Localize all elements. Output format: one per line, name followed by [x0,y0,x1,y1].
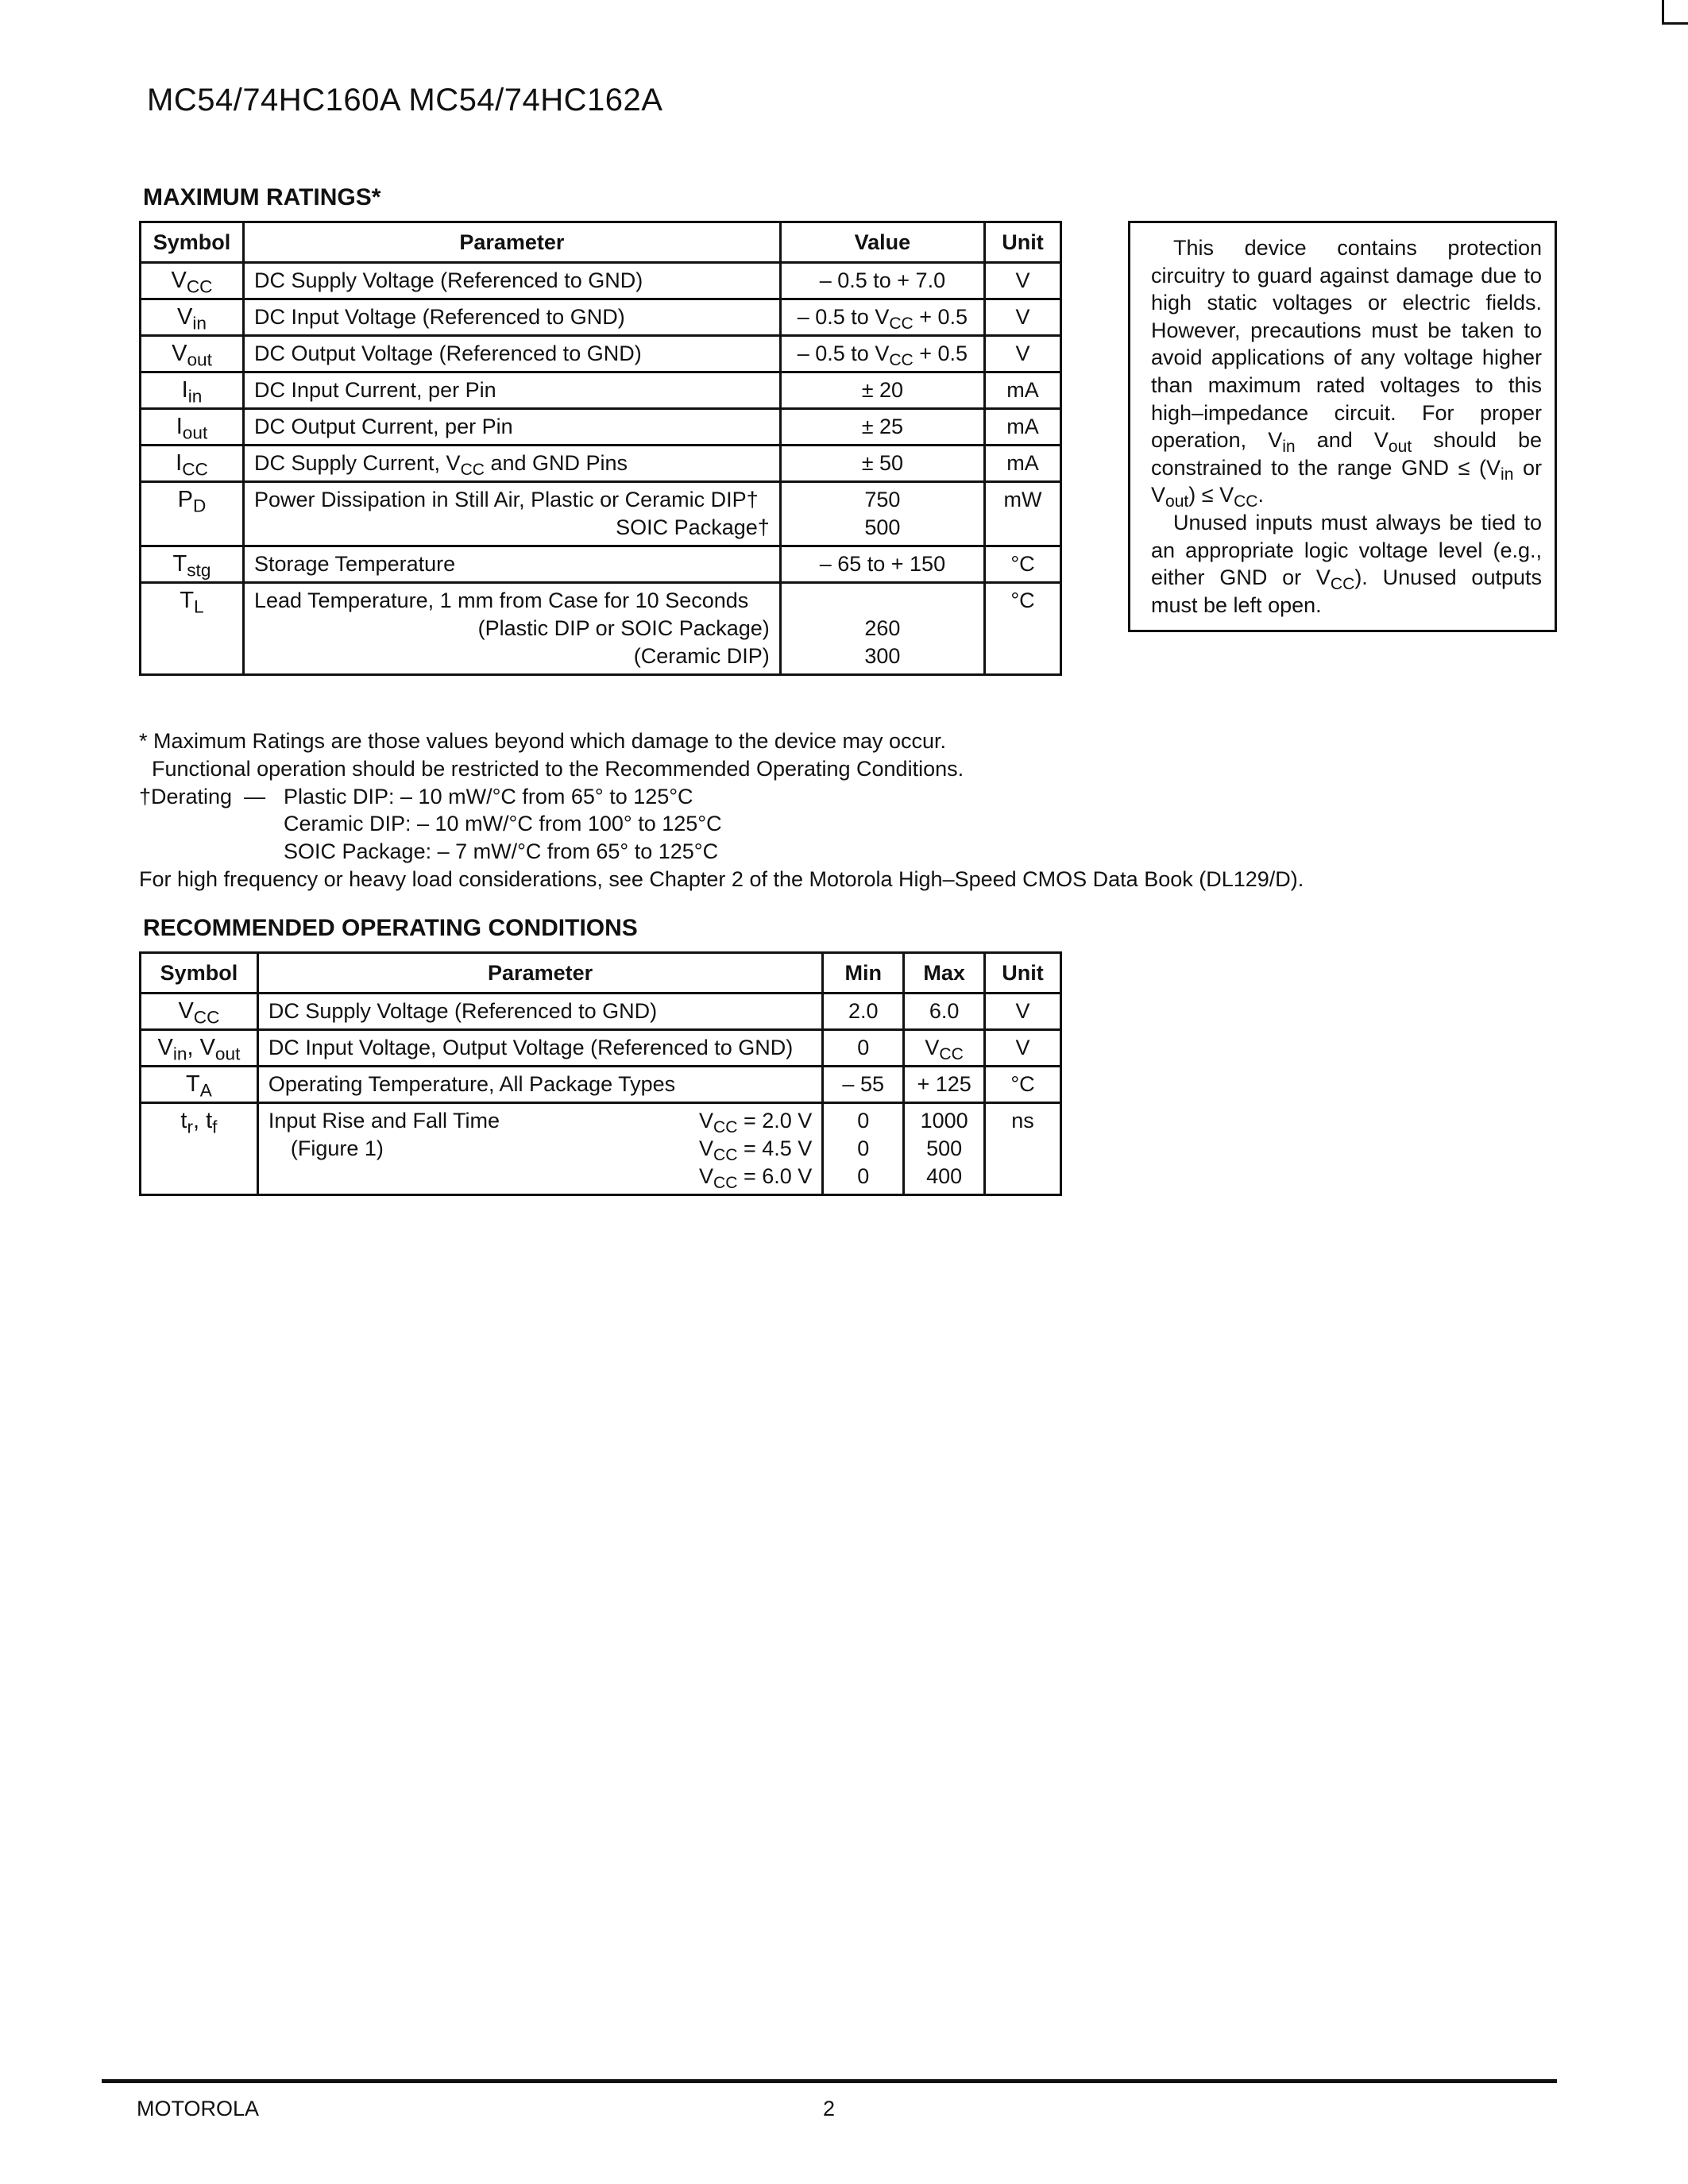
protection-note-paragraph: Unused inputs must always be tied to an appropriate logic voltage level (e.g., either GND or $V_{CC}$). Unused outputs must be left open. [1151,510,1542,617]
footnote-line: * Maximum Ratings are those values beyond which damage to the device may occur. [139,729,947,753]
value-line: 260 [864,616,901,640]
header-unit: Unit [985,953,1061,994]
table-row [141,482,1061,546]
parameter-line: SOIC Package† [616,515,770,539]
condition-line: $V_{CC} = 2.0$ V [699,1109,813,1136]
table-row [141,263,1061,299]
max-cell: + 125 [904,1067,985,1103]
table-row [141,299,1061,336]
symbol-cell: $T_L$ [141,583,244,675]
footnote-line: Functional operation should be restricted to the Recommended Operating Conditions. [152,756,964,781]
table-row [141,583,1061,675]
header-value: Value [780,222,984,263]
unit-cell: mA [985,409,1061,446]
symbol-cell: $t_r$, $t_f$ [141,1103,258,1195]
max-cell: 6.0 [904,994,985,1030]
parameter-cell: DC Input Voltage, Output Voltage (Referenced to GND) [257,1030,822,1067]
rec-conditions-table [139,951,1062,1196]
parameter-line: Lead Temperature, 1 mm from Case for 10 Seconds [253,588,749,612]
symbol-cell: $T_{stg}$ [141,546,244,583]
unit-cell: V [985,299,1061,336]
table-header-row [141,953,1061,994]
table-row [141,994,1061,1030]
parameter-cell [243,583,780,675]
parameter-line: (Figure 1) [290,1136,384,1160]
unit-cell: °C [985,583,1061,675]
parameter-cell: Storage Temperature [243,546,780,583]
table-row [141,446,1061,482]
parameter-cell: DC Supply Voltage (Referenced to GND) [257,994,822,1030]
min-line: 0 [857,1109,870,1133]
symbol-cell: $I_{out}$ [141,409,244,446]
rec-conditions-title: RECOMMENDED OPERATING CONDITIONS [143,915,638,941]
table-row [141,546,1061,583]
header-unit: Unit [985,222,1061,263]
symbol-cell: $V_{in}$ [141,299,244,336]
header-symbol: Symbol [141,222,244,263]
max-line: 400 [926,1164,963,1188]
derating-line: Plastic DIP: – 10 mW/°C from 65° to 125°C [284,784,693,808]
header-max: Max [904,953,985,994]
value-cell: ± 25 [780,409,984,446]
parameter-line: Input Rise and Fall Time [268,1109,500,1133]
symbol-cell: $V_{CC}$ [141,263,244,299]
parameter-cell [243,482,780,546]
value-line: 300 [864,644,901,668]
document-title: MC54/74HC160A MC54/74HC162A [147,83,663,118]
table-header-row [141,222,1061,263]
symbol-cell: $I_{in}$ [141,372,244,409]
footnote-derating [139,783,1304,811]
value-cell: – 0.5 to + 7.0 [780,263,984,299]
footer-brand: MOTOROLA [137,2097,260,2120]
table-row [141,1067,1061,1103]
parameter-cell: DC Input Current, per Pin [243,372,780,409]
max-cell: $V_{CC}$ [904,1030,985,1067]
unit-cell: V [985,1030,1061,1067]
parameter-cell [257,1103,822,1195]
parameter-cell: DC Output Current, per Pin [243,409,780,446]
value-line: 500 [864,515,901,539]
condition-line: $V_{CC} = 4.5$ V [699,1136,813,1164]
max-ratings-title: MAXIMUM RATINGS* [143,184,381,210]
parameter-line: (Ceramic DIP) [633,644,770,668]
min-line: 0 [857,1136,870,1160]
unit-cell: V [985,263,1061,299]
value-cell: – 0.5 to $V_{CC} + 0.5$ [780,336,984,372]
protection-note-box [1128,221,1557,632]
value-cell: ± 50 [780,446,984,482]
symbol-cell: $T_A$ [141,1067,258,1103]
unit-cell: V [985,994,1061,1030]
value-cell [780,583,984,675]
unit-cell: V [985,336,1061,372]
max-line: 500 [926,1136,963,1160]
symbol-cell: $I_{CC}$ [141,446,244,482]
table-row [141,1103,1061,1195]
value-cell: ± 20 [780,372,984,409]
derating-line: Ceramic DIP: – 10 mW/°C from 100° to 125°C [284,812,722,836]
parameter-cell: DC Output Voltage (Referenced to GND) [243,336,780,372]
symbol-cell: $V_{out}$ [141,336,244,372]
unit-cell: mW [985,482,1061,546]
min-cell: 2.0 [823,994,904,1030]
max-cell [904,1103,985,1195]
parameter-line: (Plastic DIP or SOIC Package) [477,616,770,640]
min-cell: – 55 [823,1067,904,1103]
parameter-cell: DC Supply Current, $V_{CC}$ and GND Pins [243,446,780,482]
protection-note-paragraph: This device contains protection circuitry to guard against damage due to high static voltages or electric fields. However, precautions must be taken to avoid applications of any voltage higher than maximum rated voltages to this high–impedance circuit. For proper operation, $V_{in}$ and $V_{out}$ should be constrained to the range GND ≤ ($V_{in}$ or $V_{out}) \le V_{CC}$. [1151,236,1542,511]
parameter-line: Power Dissipation in Still Air, Plastic or Ceramic DIP† [253,488,759,511]
rise-fall-conditions [699,1107,812,1190]
page-number: 2 [823,2097,836,2120]
footer-rule [102,2079,1557,2083]
parameter-cell: Operating Temperature, All Package Types [257,1067,822,1103]
page-corner-mark [1662,0,1688,25]
derating-line: SOIC Package: – 7 mW/°C from 65° to 125°C [284,839,719,864]
max-line: 1000 [920,1109,968,1133]
derating-label: †Derating — [139,784,266,808]
unit-cell: mA [985,446,1061,482]
table-row [141,336,1061,372]
footnote-line: For high frequency or heavy load considerations, see Chapter 2 of the Motorola High–Speed CMOS Data Book (DL129/D). [139,866,1304,891]
table-row [141,372,1061,409]
table-row [141,409,1061,446]
max-ratings-table [139,221,1062,676]
unit-cell: mA [985,372,1061,409]
header-min: Min [823,953,904,994]
min-cell [823,1103,904,1195]
table-row [141,1030,1061,1067]
symbol-cell: $V_{CC}$ [141,994,258,1030]
symbol-cell: $P_D$ [141,482,244,546]
header-parameter: Parameter [257,953,822,994]
parameter-cell: DC Supply Voltage (Referenced to GND) [243,263,780,299]
value-cell: – 65 to + 150 [780,546,984,583]
max-ratings-footnotes [139,727,1304,893]
value-cell [780,482,984,546]
unit-cell: °C [985,546,1061,583]
header-parameter: Parameter [243,222,780,263]
value-cell: – 0.5 to $V_{CC} + 0.5$ [780,299,984,336]
unit-cell: ns [985,1103,1061,1195]
parameter-cell: DC Input Voltage (Referenced to GND) [243,299,780,336]
min-cell: 0 [823,1030,904,1067]
condition-line: $V_{CC} = 6.0$ V [699,1164,813,1192]
unit-cell: °C [985,1067,1061,1103]
min-line: 0 [857,1164,870,1188]
header-symbol: Symbol [141,953,258,994]
symbol-cell: $V_{in}$, $V_{out}$ [141,1030,258,1067]
value-line: 750 [864,488,901,511]
